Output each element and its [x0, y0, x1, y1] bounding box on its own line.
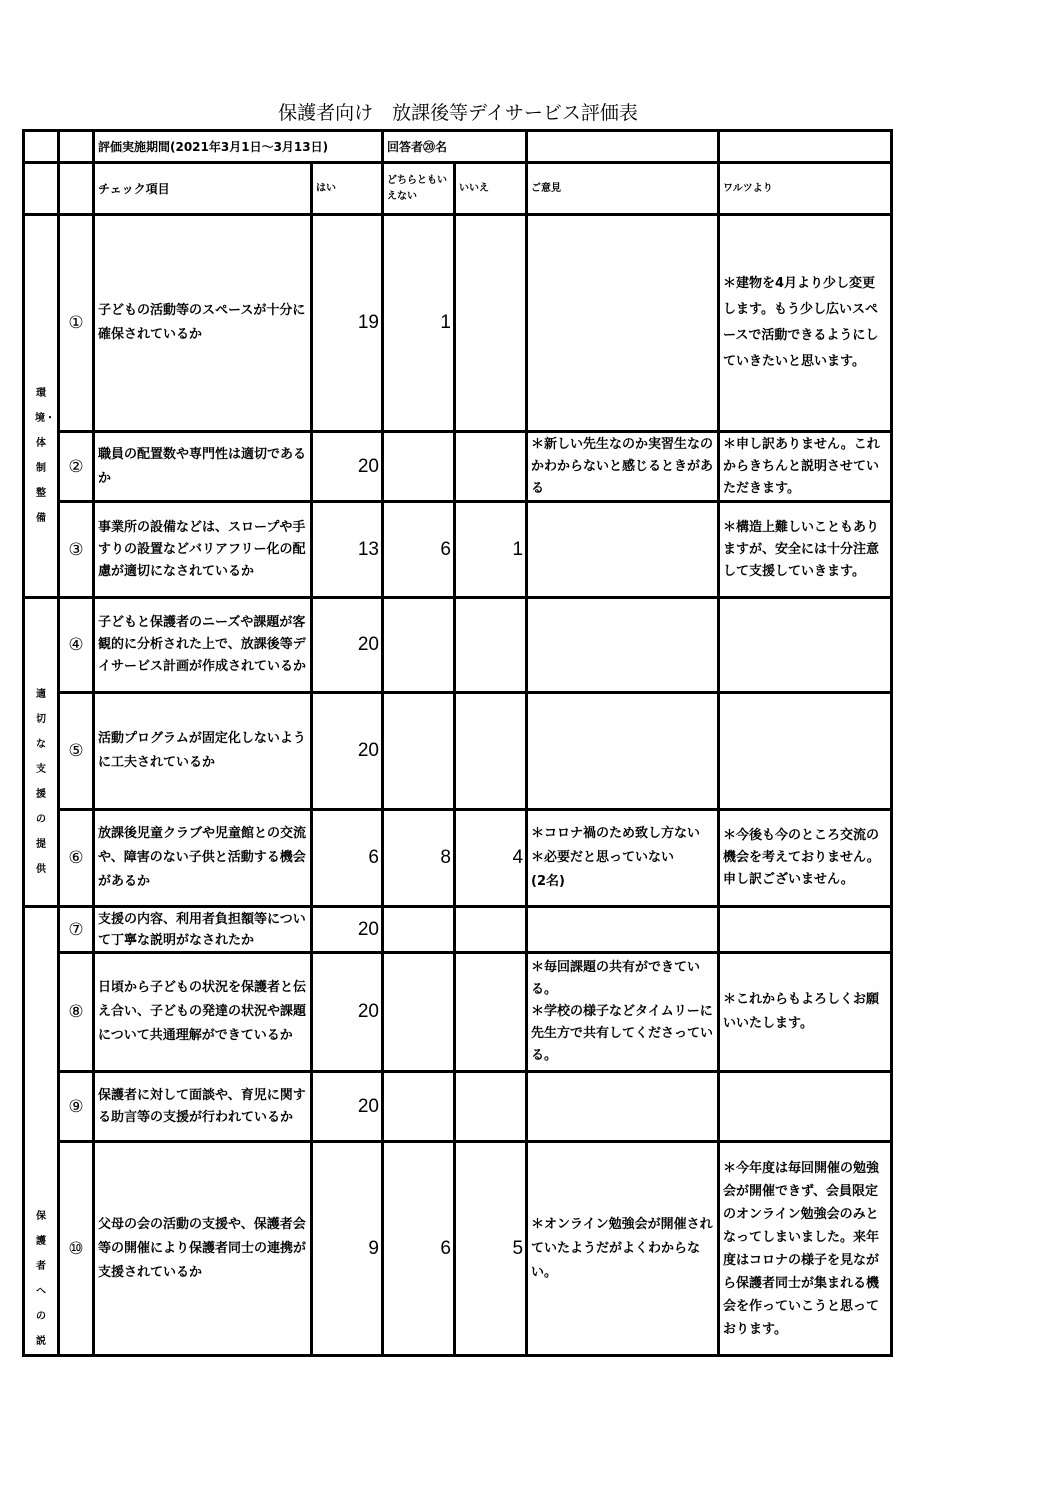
neither-count: [383, 1072, 455, 1142]
blank-cell: [527, 131, 719, 163]
evaluation-period: 評価実施期間(2021年3月1日～3月13日): [94, 131, 383, 163]
category-cell: [24, 598, 59, 907]
staff-response: ＊構造上難しいこともありますが、安全には十分注意して支援していきます。: [719, 502, 892, 598]
check-item: 活動プログラムが固定化しないように工夫されているか: [94, 693, 312, 810]
item-number: ①: [59, 215, 94, 432]
column-header-row: [24, 163, 892, 215]
parent-opinion: [527, 215, 719, 432]
table-row: [24, 502, 892, 598]
check-item: 父母の会の活動の支援や、保護者会等の開催により保護者同士の連携が支援されているか: [94, 1142, 312, 1356]
column-header-neither: どちらともいえない: [383, 163, 455, 215]
table-row: [24, 953, 892, 1072]
no-count: [455, 432, 527, 502]
no-count: 5: [455, 1142, 527, 1356]
yes-count: 20: [312, 1072, 383, 1142]
parent-opinion: [527, 1072, 719, 1142]
table-row: [24, 1072, 892, 1142]
staff-response: [719, 1072, 892, 1142]
check-item: 子どもと保護者のニーズや課題が客観的に分析された上で、放課後等デイサービス計画が作成されているか: [94, 598, 312, 693]
check-item: 放課後児童クラブや児童館との交流や、障害のない子供と活動する機会があるか: [94, 810, 312, 907]
parent-opinion: [527, 693, 719, 810]
neither-count: [383, 598, 455, 693]
item-number: ⑥: [59, 810, 94, 907]
table-row: [24, 810, 892, 907]
item-number: ③: [59, 502, 94, 598]
parent-opinion: [527, 907, 719, 953]
neither-count: 1: [383, 215, 455, 432]
category-cell: [24, 215, 59, 598]
evaluation-table-container: [22, 129, 890, 1355]
parent-opinion: ＊コロナ禍のため致し方ない ＊必要だと思っていない (2名): [527, 810, 719, 907]
blank-cell: [59, 131, 94, 163]
table-row: [24, 215, 892, 432]
no-count: 4: [455, 810, 527, 907]
parent-opinion: ＊オンライン勉強会が開催されていたようだがよくわからない。: [527, 1142, 719, 1356]
item-number: ④: [59, 598, 94, 693]
table-row: [24, 1142, 892, 1356]
neither-count: [383, 907, 455, 953]
column-header-yes: はい: [312, 163, 383, 215]
category-label: 環境・体制整備: [35, 388, 55, 524]
no-count: [455, 598, 527, 693]
evaluation-table: [22, 129, 893, 1357]
column-header-no: いいえ: [455, 163, 527, 215]
respondent-count: 回答者⑳名: [383, 131, 527, 163]
check-item: 職員の配置数や専門性は適切であるか: [94, 432, 312, 502]
column-header-item: チェック項目: [94, 163, 312, 215]
staff-response: ＊今年度は毎回開催の勉強会が開催できず、会員限定のオンライン勉強会のみとなってしまいました。来年度はコロナの様子を見ながら保護者同士が集まれる機会を作っていこうと思っております。: [719, 1142, 892, 1356]
yes-count: 20: [312, 953, 383, 1072]
table-row: [24, 432, 892, 502]
yes-count: 20: [312, 598, 383, 693]
yes-count: 9: [312, 1142, 383, 1356]
no-count: [455, 1072, 527, 1142]
blank-cell: [24, 131, 59, 163]
staff-response: [719, 598, 892, 693]
parent-opinion: [527, 502, 719, 598]
table-row: [24, 598, 892, 693]
no-count: 1: [455, 502, 527, 598]
neither-count: [383, 953, 455, 1072]
yes-count: 20: [312, 907, 383, 953]
yes-count: 19: [312, 215, 383, 432]
yes-count: 13: [312, 502, 383, 598]
item-number: ⑧: [59, 953, 94, 1072]
parent-opinion: ＊新しい先生なのか実習生なのかわからないと感じるときがある: [527, 432, 719, 502]
staff-response: ＊今後も今のところ交流の機会を考えておりません。申し訳ございません。: [719, 810, 892, 907]
neither-count: [383, 693, 455, 810]
neither-count: 8: [383, 810, 455, 907]
blank-cell: [719, 131, 892, 163]
blank-cell: [24, 163, 59, 215]
item-number: ⑩: [59, 1142, 94, 1356]
neither-count: [383, 432, 455, 502]
staff-response: [719, 693, 892, 810]
neither-count: 6: [383, 502, 455, 598]
column-header-opinion: ご意見: [527, 163, 719, 215]
yes-count: 20: [312, 693, 383, 810]
table-row: [24, 907, 892, 953]
column-header-response: ワルツより: [719, 163, 892, 215]
category-label: 適切な支援の提供: [36, 689, 46, 875]
item-number: ⑦: [59, 907, 94, 953]
blank-cell: [59, 163, 94, 215]
check-item: 子どもの活動等のスペースが十分に確保されているか: [94, 215, 312, 432]
check-item: 支援の内容、利用者負担額等について丁寧な説明がなされたか: [94, 907, 312, 953]
no-count: [455, 693, 527, 810]
category-label: 保護者への説: [36, 1211, 46, 1347]
table-row: [24, 693, 892, 810]
staff-response: ＊これからもよろしくお願いいたします。: [719, 953, 892, 1072]
staff-response: ＊建物を4月より少し変更します。もう少し広いスペースで活動できるようにしていきたいと思います。: [719, 215, 892, 432]
category-cell: [24, 907, 59, 1356]
item-number: ⑤: [59, 693, 94, 810]
staff-response: [719, 907, 892, 953]
no-count: [455, 907, 527, 953]
parent-opinion: [527, 598, 719, 693]
yes-count: 20: [312, 432, 383, 502]
staff-response: ＊申し訳ありません。これからきちんと説明させていただきます。: [719, 432, 892, 502]
parent-opinion: ＊毎回課題の共有ができている。 ＊学校の様子などタイムリーに先生方で共有してくださっている。: [527, 953, 719, 1072]
no-count: [455, 215, 527, 432]
no-count: [455, 953, 527, 1072]
item-number: ⑨: [59, 1072, 94, 1142]
yes-count: 6: [312, 810, 383, 907]
check-item: 保護者に対して面談や、育児に関する助言等の支援が行われているか: [94, 1072, 312, 1142]
period-row: [24, 131, 892, 163]
check-item: 日頃から子どもの状況を保護者と伝え合い、子どもの発達の状況や課題について共通理解ができているか: [94, 953, 312, 1072]
page-title: 保護者向け 放課後等デイサービス評価表: [278, 102, 638, 124]
neither-count: 6: [383, 1142, 455, 1356]
item-number: ②: [59, 432, 94, 502]
check-item: 事業所の設備などは、スロープや手すりの設置などバリアフリー化の配慮が適切になされているか: [94, 502, 312, 598]
